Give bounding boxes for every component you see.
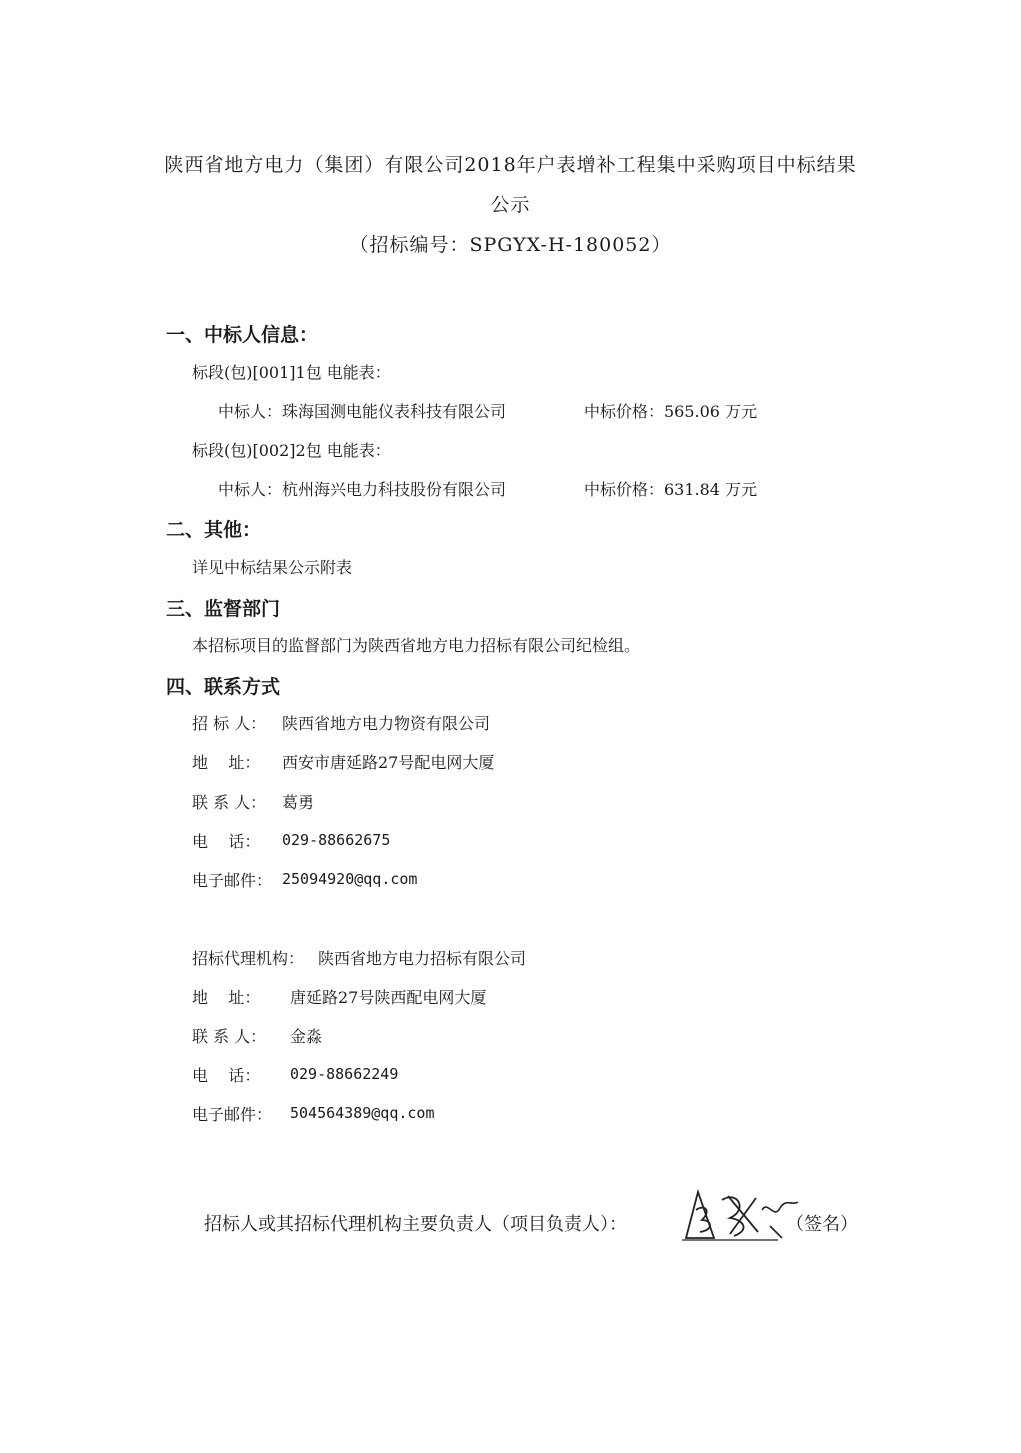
tenderer-address: 西安市唐延路27号配电网大厦: [282, 753, 495, 772]
document-title-line1: 陕西省地方电力（集团）有限公司2018年户表增补工程集中采购项目中标结果: [164, 154, 857, 176]
package-1-label: 标段(包)[001]1包 电能表：: [192, 363, 391, 382]
other-text: 详见中标结果公示附表: [192, 558, 353, 577]
tenderer-email: 25094920@qq.com: [282, 870, 418, 888]
signature-label: 招标人或其招标代理机构主要负责人（项目负责人）：: [204, 1214, 627, 1235]
tenderer-contact: 葛勇: [282, 793, 315, 812]
package-2-winner: 中标人：杭州海兴电力科技股份有限公司: [218, 480, 507, 499]
agency-contact: 金淼: [290, 1027, 323, 1046]
agency-email: 504564389@qq.com: [290, 1104, 435, 1122]
agency-name: 陕西省地方电力招标有限公司: [318, 949, 527, 968]
package-1-winner: 中标人：珠海国测电能仪表科技有限公司: [218, 402, 507, 421]
agency-address: 唐延路27号陕西配电网大厦: [290, 988, 487, 1007]
tenderer-contact-label: 联 系 人：: [192, 793, 267, 812]
tender-number: （招标编号：SPGYX-H-180052）: [349, 234, 672, 256]
agency-email-label: 电子邮件：: [192, 1105, 273, 1124]
supervision-text: 本招标项目的监督部门为陕西省地方电力招标有限公司纪检组。: [192, 636, 641, 655]
section-heading-supervision: 三、监督部门: [166, 598, 281, 620]
agency-contact-label: 联 系 人：: [192, 1027, 267, 1046]
package-1-price: 中标价格：565.06 万元: [584, 402, 758, 421]
agency-address-label: 地 址：: [192, 988, 261, 1007]
tenderer-name-label: 招 标 人：: [192, 714, 267, 733]
package-2-label: 标段(包)[002]2包 电能表：: [192, 441, 391, 460]
tenderer-phone: 029-88662675: [282, 831, 391, 849]
signature-stroke: [722, 1196, 758, 1236]
tenderer-phone-label: 电 话：: [192, 832, 261, 851]
agency-name-label: 招标代理机构：: [192, 949, 305, 968]
signature-suffix: （签名）: [786, 1214, 858, 1235]
section-heading-winner-info: 一、中标人信息：: [166, 324, 319, 346]
section-heading-other: 二、其他：: [166, 519, 262, 541]
tenderer-name: 陕西省地方电力物资有限公司: [282, 714, 491, 733]
package-2-price: 中标价格：631.84 万元: [584, 480, 758, 499]
agency-phone: 029-88662249: [290, 1065, 399, 1083]
agency-phone-label: 电 话：: [192, 1066, 261, 1085]
tenderer-address-label: 地 址：: [192, 753, 261, 772]
tenderer-email-label: 电子邮件：: [192, 871, 273, 890]
document-title-line2: 公示: [490, 194, 531, 216]
section-heading-contact: 四、联系方式: [166, 676, 281, 698]
